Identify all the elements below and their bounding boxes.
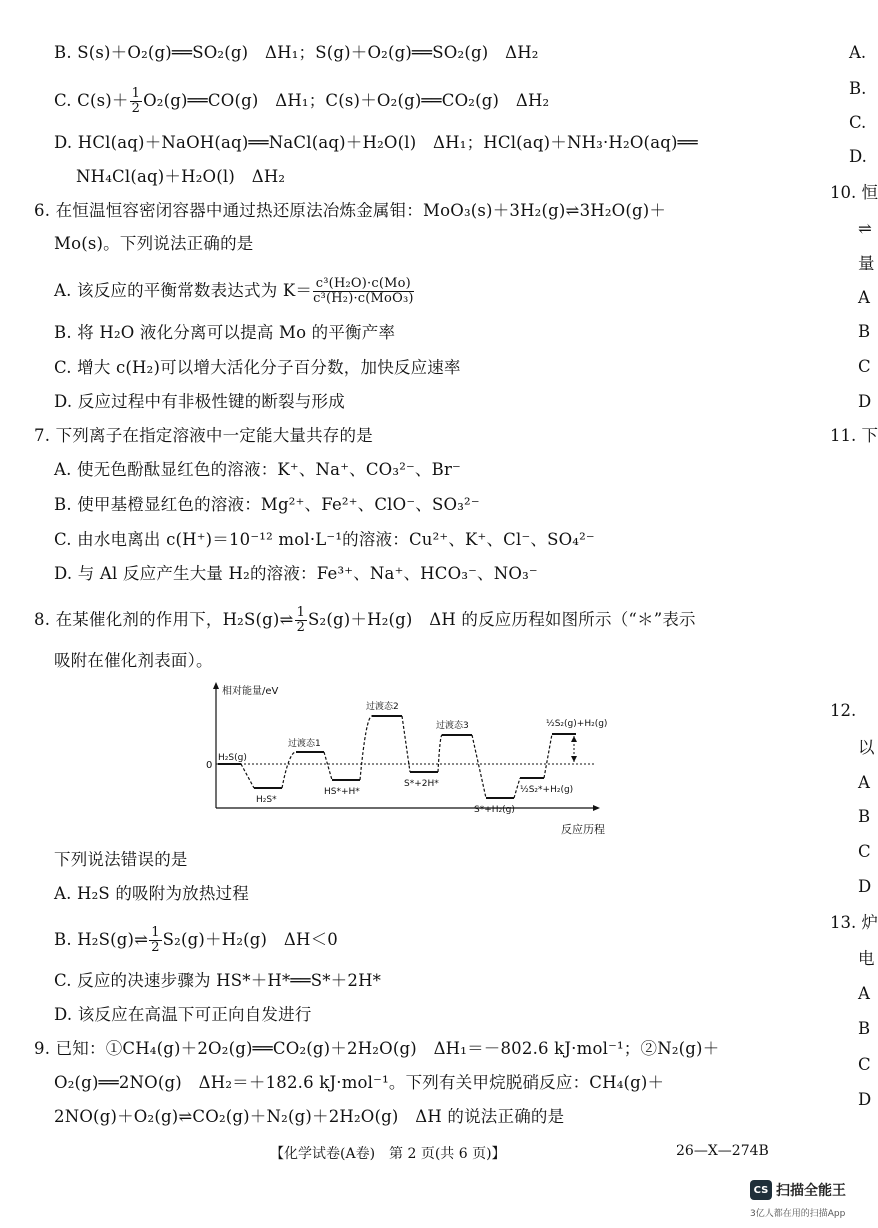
right-col-item: A (858, 288, 870, 307)
q6-stem-line2: Mo(s)。下列说法正确的是 (54, 234, 254, 253)
q7-option-a: A. 使无色酚酞显红色的溶液：K⁺、Na⁺、CO₃²⁻、Br⁻ (54, 460, 461, 479)
right-col-item: C (858, 842, 871, 861)
q5-option-d-line2: NH₄Cl(aq)＋H₂O(l) ΔH₂ (76, 167, 286, 186)
q8-stem-line2: 吸附在催化剂表面）。 (54, 651, 213, 670)
right-col-item: B (858, 807, 871, 826)
q6a-fraction (313, 277, 414, 306)
right-col-item: ⇌ (858, 219, 872, 238)
q6a-frac-num: c³(H₂O)·c(Mo) (313, 277, 414, 292)
label-h2s-ads: H₂S* (256, 795, 277, 805)
q9-stem-line3: 2NO(g)＋O₂(g)⇌CO₂(g)＋N₂(g)＋2H₂O(g) ΔH 的说法正确的是 (54, 1107, 565, 1126)
right-col-item: 12. (830, 701, 857, 720)
label-half-s2-ads: ½S₂*+H₂(g) (520, 785, 574, 795)
q8-ask: 下列说法错误的是 (54, 850, 188, 869)
q7-option-c: C. 由水电离出 c(H⁺)＝10⁻¹² mol·L⁻¹的溶液：Cu²⁺、K⁺、Cl⁻、SO₄²⁻ (54, 530, 595, 549)
q8b-text-post: S₂(g)＋H₂(g) ΔH＜0 (162, 930, 338, 949)
y-axis-arrow (213, 682, 219, 689)
zero-label: 0 (206, 760, 213, 771)
q5c-text-post: O₂(g)══CO(g) ΔH₁；C(s)＋O₂(g)══CO₂(g) ΔH₂ (143, 91, 550, 110)
q8-option-d: D. 该反应在高温下可正向自发进行 (54, 1005, 312, 1024)
right-col-item: B (858, 322, 871, 341)
right-col-item: C. (849, 113, 867, 132)
label-ts1: 过渡态1 (288, 739, 321, 749)
q8b-frac-den: 2 (151, 940, 160, 955)
q6-stem-line1: 6. 在恒温恒容密闭容器中通过热还原法冶炼金属钼：MoO₃(s)＋3H₂(g)⇌3H₂O(g)＋ (34, 201, 667, 220)
q8-frac-den: 2 (296, 620, 306, 635)
q8-fraction (295, 606, 307, 635)
q5c-text-pre: C. C(s)＋ (54, 91, 129, 110)
q8b-frac-num: 1 (151, 925, 160, 940)
page-footer-code: 26—X—274B (676, 1143, 769, 1159)
q6a-text: A. 该反应的平衡常数表达式为 K＝ (54, 281, 313, 300)
q6-option-a (54, 277, 415, 306)
right-col-item: 量 (858, 254, 875, 273)
right-col-item: 电 (858, 949, 875, 968)
page-footer-center: 【化学试卷(A卷) 第 2 页(共 6 页)】 (270, 1146, 506, 1162)
q8-stem-line1 (34, 606, 696, 635)
scanner-tagline: 3亿人都在用的扫描App (750, 1209, 846, 1219)
q6a-frac-den: c³(H₂)·c(MoO₃) (313, 291, 414, 306)
q8-text-pre: 8. 在某催化剂的作用下，H₂S(g)⇌ (34, 610, 294, 629)
right-col-item: 以 (858, 738, 875, 757)
label-s-h2: S*+H₂(g) (474, 805, 515, 815)
label-ts3: 过渡态3 (436, 721, 469, 731)
right-col-item: B (858, 1019, 871, 1038)
q6-option-c: C. 增大 c(H₂)可以增大活化分子百分数，加快反应速率 (54, 358, 461, 377)
x-axis-arrow (593, 805, 600, 811)
q5-option-d-line1: D. HCl(aq)＋NaOH(aq)══NaCl(aq)＋H₂O(l) ΔH₁；HCl(aq)＋NH₃·H₂O(aq)══ (54, 133, 698, 152)
right-col-item: D (858, 1090, 872, 1109)
right-col-item: C (858, 1055, 871, 1074)
right-col-item: A. (849, 43, 867, 62)
x-axis-label: 反应历程 (561, 823, 605, 836)
scanner-badge (746, 1178, 867, 1228)
label-h2s-g: H₂S(g) (218, 753, 247, 763)
right-col-item: 10. 恒 (830, 183, 878, 202)
right-col-item: C (858, 357, 871, 376)
reaction-energy-diagram (196, 680, 636, 840)
right-col-item: D (858, 877, 872, 896)
right-col-item: A (858, 773, 870, 792)
right-col-item: 13. 炉 (830, 913, 878, 932)
q8-option-a: A. H₂S 的吸附为放热过程 (54, 884, 249, 903)
q5c-frac-num: 1 (131, 86, 141, 101)
q8-frac-num: 1 (296, 605, 306, 620)
q8-option-b (54, 926, 338, 955)
scanner-app-name: 扫描全能王 (776, 1183, 846, 1199)
q6-option-b: B. 将 H₂O 液化分离可以提高 Mo 的平衡产率 (54, 323, 396, 342)
q8-text-post: S₂(g)＋H₂(g) ΔH 的反应历程如图所示（“＊”表示 (308, 610, 696, 629)
delta-h-arrow-down (571, 756, 577, 762)
q7-option-d: D. 与 Al 反应产生大量 H₂的溶液：Fe³⁺、Na⁺、HCO₃⁻、NO₃⁻ (54, 564, 538, 583)
label-ts2: 过渡态2 (366, 702, 399, 712)
right-col-item: B. (849, 79, 867, 98)
scanner-logo-icon: CS (750, 1180, 772, 1200)
q6-option-d: D. 反应过程中有非极性键的断裂与形成 (54, 392, 345, 411)
q7-stem: 7. 下列离子在指定溶液中一定能大量共存的是 (34, 426, 373, 445)
q8b-fraction (149, 926, 161, 955)
q8b-text-pre: B. H₂S(g)⇌ (54, 930, 149, 949)
label-hs-h: HS*+H* (324, 787, 360, 797)
q9-stem-line2: O₂(g)══2NO(g) ΔH₂＝＋182.6 kJ·mol⁻¹。下列有关甲烷脱硝反应：CH₄(g)＋ (54, 1073, 665, 1092)
right-col-item: D. (849, 147, 867, 166)
q5c-fraction (130, 87, 142, 116)
right-col-item: A (858, 984, 870, 1003)
q5-option-c (54, 87, 549, 116)
q9-stem-line1: 9. 已知：①CH₄(g)＋2O₂(g)══CO₂(g)＋2H₂O(g) ΔH₁＝－802.6 kJ·mol⁻¹；②N₂(g)＋ (34, 1039, 720, 1058)
delta-h-arrow-up (571, 736, 577, 742)
path-connectors (241, 716, 552, 798)
y-axis-label: 相对能量/eV (222, 686, 279, 697)
right-col-item: 11. 下 (830, 426, 878, 445)
q8-option-c: C. 反应的决速步骤为 HS*＋H*══S*＋2H* (54, 971, 382, 990)
q7-option-b: B. 使甲基橙显红色的溶液：Mg²⁺、Fe²⁺、ClO⁻、SO₃²⁻ (54, 495, 480, 514)
label-half-s2-g: ½S₂(g)+H₂(g) (546, 719, 608, 729)
label-s-2h: S*+2H* (404, 779, 439, 789)
q5-option-b: B. S(s)＋O₂(g)══SO₂(g) ΔH₁；S(g)＋O₂(g)══SO₂(g) ΔH₂ (54, 43, 539, 62)
right-col-item: D (858, 392, 872, 411)
q5c-frac-den: 2 (131, 101, 141, 116)
